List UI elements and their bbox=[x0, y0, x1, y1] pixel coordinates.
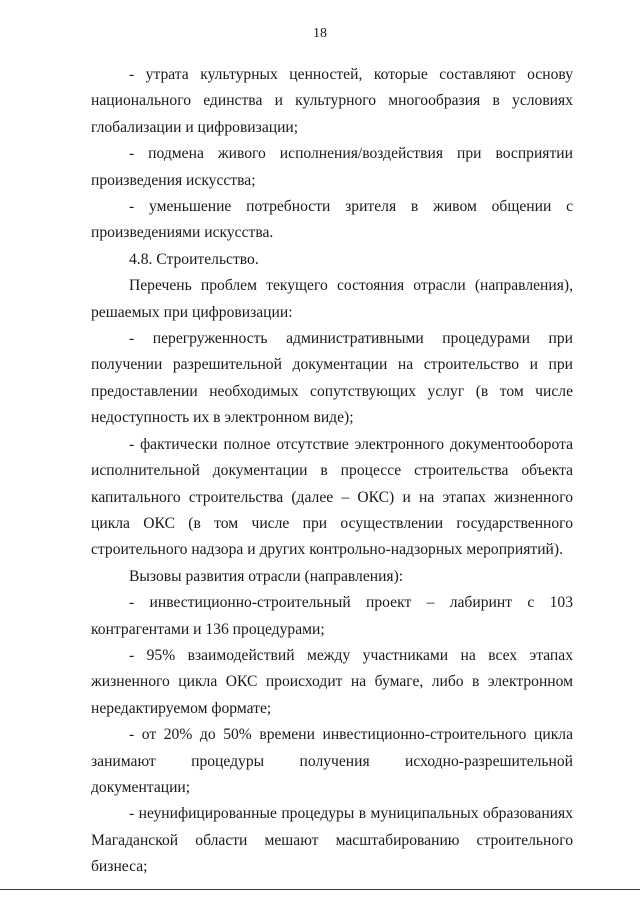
paragraph-problems-intro: Перечень проблем текущего состояния отрасли (направления), решаемых при цифровизации: bbox=[91, 277, 573, 321]
paragraph-cultural-loss: - утрата культурных ценностей, которые составляют основу национального единства и культурного многообразия в условиях глобализации и цифровизации; bbox=[91, 66, 573, 136]
paragraph-viewer-need: - уменьшение потребности зрителя в живом общении с произведениями искусства. bbox=[91, 198, 573, 242]
page-bottom-edge bbox=[0, 889, 640, 890]
paragraph-admin-overload: - перегруженность административными процедурами при получении разрешительной документации на строительство и при предоставлении необходимых сопутствующих услуг (в том числе недоступность их в электронном виде); bbox=[91, 330, 573, 427]
paragraph-municipal-procedures: - неунифицированные процедуры в муниципальных образованиях Магаданской области мешают масштабированию строительного бизнеса; bbox=[91, 805, 573, 876]
section-heading-construction: 4.8. Строительство. bbox=[129, 250, 259, 268]
paragraph-labyrinth: - инвестиционно-строительный проект – лабиринт с 103 контрагентами и 136 процедурами; bbox=[91, 594, 573, 638]
paragraph-no-edm: - фактически полное отсутствие электронного документооборота исполнительной документации в процессе строительства объекта капитального строительства (далее – ОКС) и на этапах жизненного цикла ОКС (в том числе при осуществлении государственного строительного надзора и других контрольно-надзорных мероприятий). bbox=[91, 435, 573, 559]
document-body bbox=[91, 62, 573, 881]
paragraph-live-performance: - подмена живого исполнения/воздействия при восприятии произведения искусства; bbox=[91, 145, 573, 189]
paragraph-challenges-intro: Вызовы развития отрасли (направления): bbox=[129, 567, 404, 585]
paragraph-permit-time: - от 20% до 50% времени инвестиционно-строительного цикла занимают процедуры получения исходно-разрешительной документации; bbox=[91, 726, 573, 796]
page-number: 18 bbox=[313, 26, 327, 41]
paragraph-paper-interactions: - 95% взаимодействий между участниками на всех этапах жизненного цикла ОКС происходит на бумаге, либо в электронном нередактируемом формате; bbox=[91, 646, 573, 717]
